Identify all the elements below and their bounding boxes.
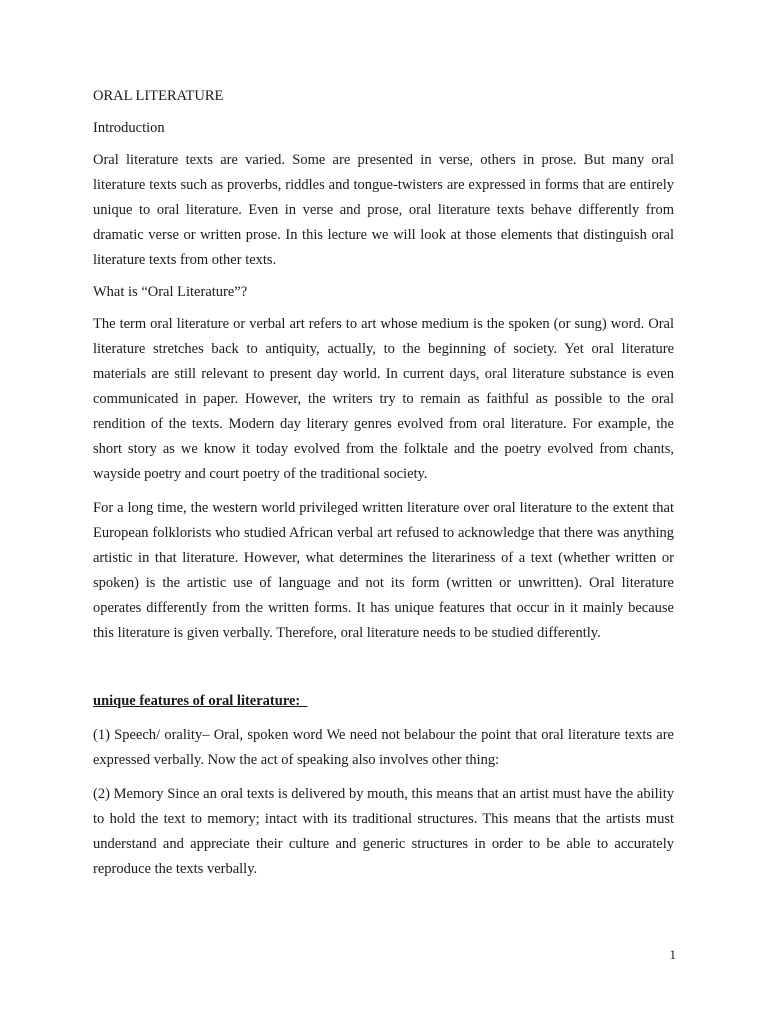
- western-view-paragraph: For a long time, the western world privileged written literature over oral literature to the extent that European folklorists who studied African verbal art refused to acknowledge that there was anything artistic in that literature. However, what determines the literariness of a text (whether written or spoken) is the artistic use of language and not its form (written or unwritten). Oral literature operates differently from the written forms. It has unique features that occur in it mainly because this literature is given verbally. Therefore, oral literature needs to be studied differently.: [93, 500, 674, 641]
- definition-paragraph: The term oral literature or verbal art refers to art whose medium is the spoken (or sung) word. Oral literature stretches back to antiquity, actually, to the beginning of society. Yet oral literature materials are still relevant to present day world. In current days, oral literature substance is even communicated in paper. However, the writers try to remain as faithful as possible to the oral rendition of the texts. Modern day literary genres evolved from oral literature. For example, the short story as we know it today evolved from the folktale and the poetry evolved from chants, wayside poetry and court poetry of the traditional society.: [93, 316, 674, 482]
- document-title: ORAL LITERATURE: [93, 88, 224, 104]
- feature-speech-paragraph: (1) Speech/ orality– Oral, spoken word We need not belabour the point that oral literature texts are expressed verbally. Now the act of speaking also involves other thing:: [93, 727, 674, 768]
- introduction-heading: Introduction: [93, 120, 165, 136]
- features-heading: unique features of oral literature:: [93, 693, 308, 709]
- page-body: [93, 86, 674, 891]
- feature-memory-paragraph: (2) Memory Since an oral texts is delivered by mouth, this means that an artist must have the ability to hold the text to memory; intact with its traditional structures. This means that the artists must understand and appreciate their culture and generic structures in order to be able to accurately reproduce the texts verbally.: [93, 786, 674, 877]
- page-number: 1: [669, 947, 676, 962]
- section-spacer: [93, 655, 674, 691]
- introduction-paragraph: Oral literature texts are varied. Some are presented in verse, others in prose. But many oral literature texts such as proverbs, riddles and tongue-twisters are expressed in forms that are entirely unique to oral literature. Even in verse and prose, oral literature texts behave differently from dramatic verse or written prose. In this lecture we will look at those elements that distinguish oral literature texts from other texts.: [93, 152, 674, 268]
- definition-heading: What is “Oral Literature”?: [93, 284, 248, 300]
